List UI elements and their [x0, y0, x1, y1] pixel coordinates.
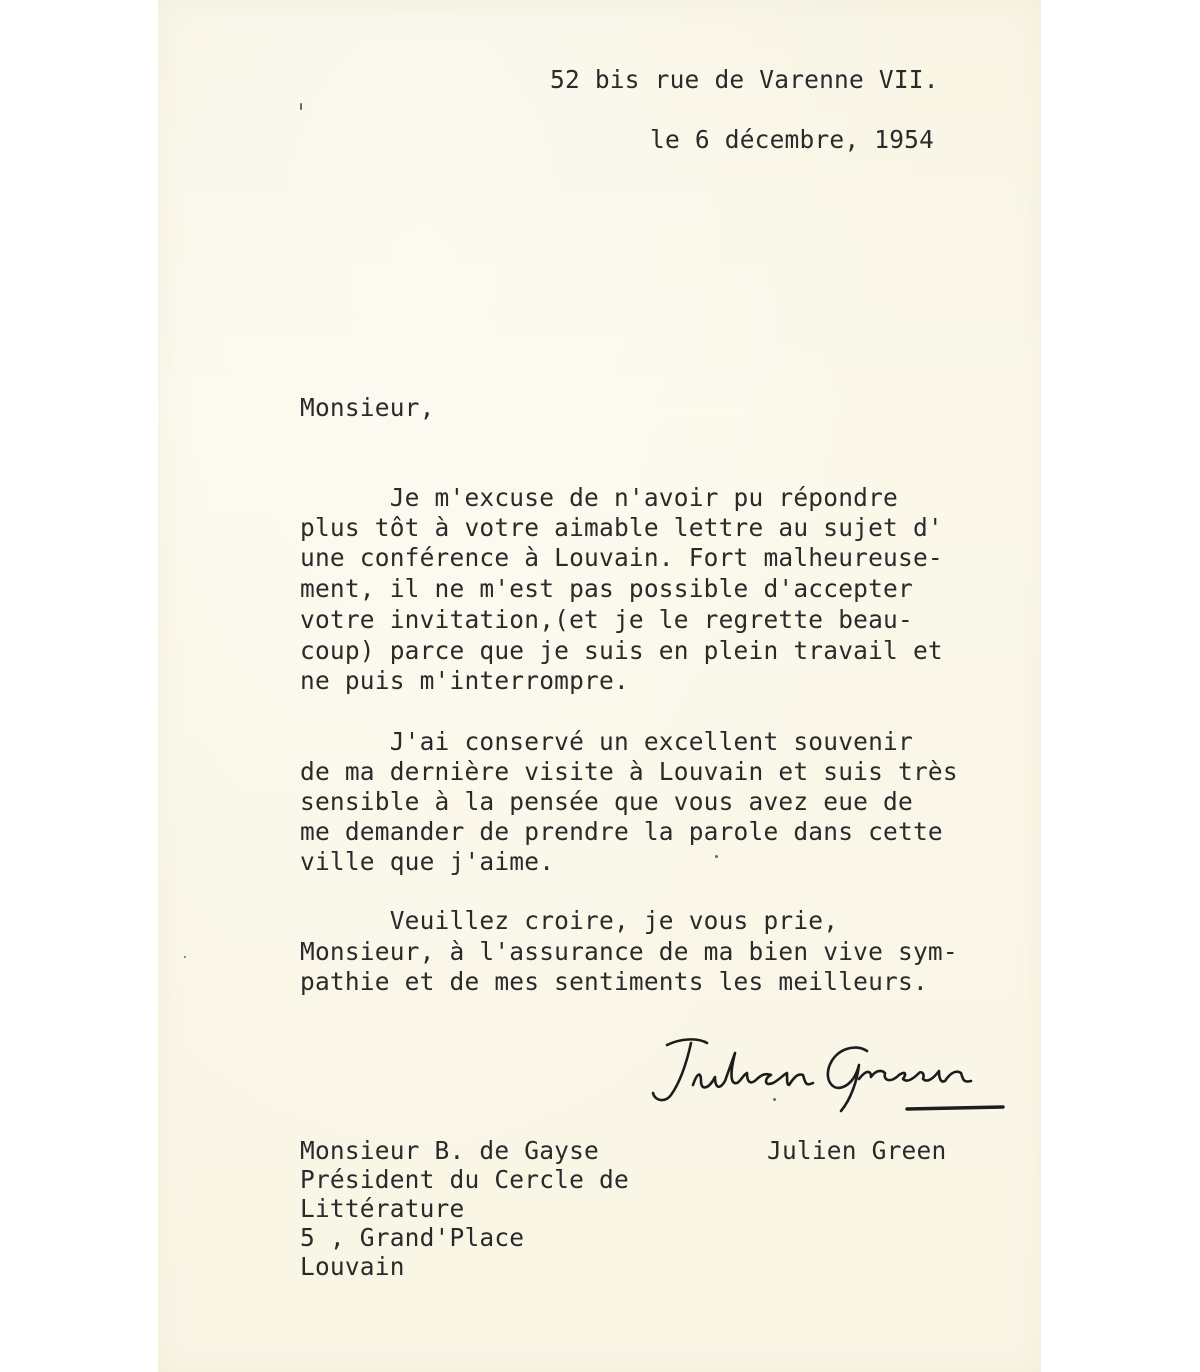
text-line: Monsieur, à l'assurance de ma bien vive sym- — [300, 937, 958, 966]
signature-underline — [907, 1107, 1003, 1109]
recipient-line: Président du Cercle de — [300, 1165, 629, 1194]
recipient-line: Monsieur B. de Gayse — [300, 1136, 600, 1165]
text-line: Veuillez croire, je vous prie, — [300, 906, 839, 935]
text-line: plus tôt à votre aimable lettre au sujet d' — [300, 513, 943, 542]
recipient-line: 5 , Grand'Place — [300, 1223, 525, 1252]
paper-speck — [773, 1098, 776, 1101]
salutation: Monsieur, — [300, 393, 435, 422]
text-line: J'ai conservé un excellent souvenir — [300, 727, 913, 756]
paper-speck — [300, 103, 302, 110]
letter-date: le 6 décembre, 1954 — [650, 125, 935, 154]
text-line: votre invitation,(et je le regrette beau- — [300, 605, 913, 634]
text-line: une conférence à Louvain. Fort malheureuse- — [300, 543, 943, 572]
text-line: pathie et de mes sentiments les meilleurs. — [300, 967, 928, 996]
text-line: ville que j'aime. — [300, 847, 555, 876]
typed-signature-name: Julien Green — [767, 1136, 947, 1165]
text-line: coup) parce que je suis en plein travail et — [300, 636, 943, 665]
handwritten-signature — [645, 1025, 1015, 1125]
recipient-line: Louvain — [300, 1252, 405, 1281]
text-line: sensible à la pensée que vous avez eue de — [300, 787, 913, 816]
text-line: ment, il ne m'est pas possible d'accepter — [300, 574, 913, 603]
text-line: ne puis m'interrompre. — [300, 666, 629, 695]
text-line: me demander de prendre la parole dans cette — [300, 817, 943, 846]
text-line: Je m'excuse de n'avoir pu répondre — [300, 483, 899, 512]
text-line: de ma dernière visite à Louvain et suis très — [300, 757, 958, 786]
paper-speck — [715, 855, 718, 858]
paper-speck — [184, 956, 186, 958]
recipient-line: Littérature — [300, 1194, 465, 1223]
sender-address: 52 bis rue de Varenne VII. — [550, 65, 939, 94]
